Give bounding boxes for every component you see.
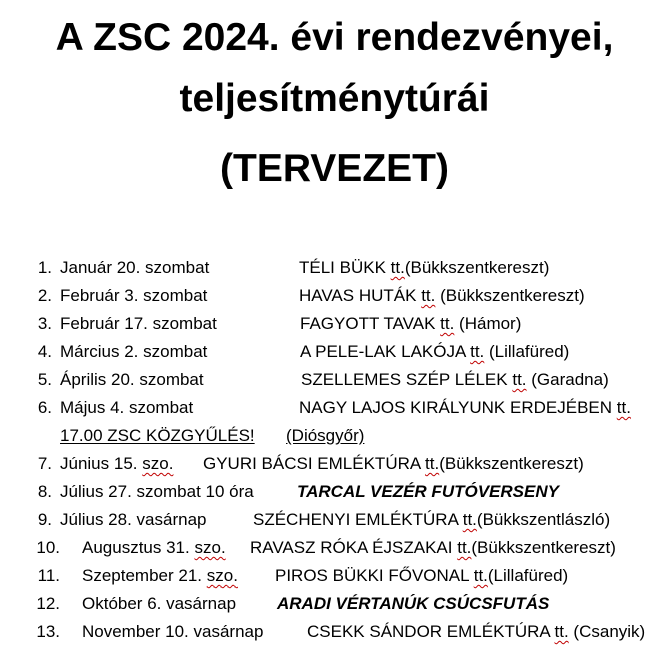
item-number: 9. [37,510,52,529]
tt-abbrev: tt. [473,566,488,585]
event-title: TÉLI BÜKK tt.(Bükkszentkereszt) [299,258,550,277]
item-number: 2. [37,286,52,305]
event-date: Június 15. szo. [60,454,174,473]
event-title: ARADI VÉRTANÚK CSÚCSFUTÁS [277,594,550,613]
event-location: (Bükkszentkereszt) [439,454,584,473]
event-location: (Bükkszentkereszt) [471,538,616,557]
event-location: (Bükkszentkereszt) [404,258,550,277]
event-location: (Lillafüred) [487,566,569,585]
event-title: TARCAL VEZÉR FUTÓVERSENY [297,482,559,501]
event-location: (Bükkszentlászló) [476,510,611,529]
item-number: 3. [37,314,52,333]
event-date: Július 27. szombat 10 óra [60,482,254,501]
event-date: November 10. vasárnap [82,622,264,641]
event-title: SZÉCHENYI EMLÉKTÚRA tt.(Bükkszentlászló) [253,510,611,529]
event-location: (Lillafüred) [489,342,570,361]
tt-abbrev: tt. [462,510,477,529]
event-title: A PELE-LAK LAKÓJA tt. (Lillafüred) [300,342,570,361]
event-date: Május 4. szombat [60,398,194,417]
tt-abbrev: tt. [390,258,405,277]
event-location: (Bükkszentkereszt) [440,286,585,305]
event-title: GYURI BÁCSI EMLÉKTÚRA tt.(Bükkszentkereszt) [203,454,584,473]
page-title-line-2: teljesítménytúrái [179,77,490,120]
item-number: 6. [37,398,52,417]
tt-abbrev: tt. [470,342,485,361]
event-date: Július 28. vasárnap [60,510,207,529]
event-date: Október 6. vasárnap [82,594,237,613]
tt-abbrev: tt. [616,398,631,417]
item-number: 8. [37,482,52,501]
event-location: (Csanyik) [573,622,646,641]
event-title: RAVASZ RÓKA ÉJSZAKAI tt.(Bükkszentkereszt) [250,538,616,557]
tt-abbrev: tt. [457,538,472,557]
event-date: Február 17. szombat [60,314,217,333]
event-title: CSEKK SÁNDOR EMLÉKTÚRA tt. (Csanyik) [307,622,646,641]
event-date: Augusztus 31. szo. [82,538,226,557]
event-location: (Diósgyőr) [286,426,365,445]
tt-abbrev: tt. [512,370,527,389]
page-title-line-1: A ZSC 2024. évi rendezvényei, [55,16,614,59]
tt-abbrev: tt. [425,454,440,473]
item-number: 12. [36,594,60,613]
event-title: SZELLEMES SZÉP LÉLEK tt. (Garadna) [301,370,609,389]
event-location: (Garadna) [531,370,609,389]
item-number: 1. [37,258,52,277]
event-date: Január 20. szombat [60,258,210,277]
item-number: 5. [37,370,52,389]
item-number: 13. [36,622,60,641]
tt-abbrev: tt. [421,286,436,305]
item-number: 7. [37,454,52,473]
item-number: 4. [37,342,52,361]
event-date: Szeptember 21. szo. [82,566,238,585]
event-date: Március 2. szombat [60,342,208,361]
tt-abbrev: tt. [554,622,569,641]
item-number: 10. [36,538,60,557]
event-title: HAVAS HUTÁK tt. (Bükkszentkereszt) [299,286,585,305]
event-date: Február 3. szombat [60,286,208,305]
event-title: FAGYOTT TAVAK tt. (Hámor) [300,314,522,333]
page-title-line-3: (TERVEZET) [220,147,449,190]
event-title: NAGY LAJOS KIRÁLYUNK ERDEJÉBEN tt. [299,398,631,417]
event-title: PIROS BÜKKI FŐVONAL tt.(Lillafüred) [275,566,569,585]
event-note: 17.00 ZSC KÖZGYŰLÉS! [60,426,255,445]
item-number: 11. [37,566,60,585]
event-date: Április 20. szombat [60,370,204,389]
event-location: (Hámor) [459,314,522,333]
tt-abbrev: tt. [440,314,455,333]
